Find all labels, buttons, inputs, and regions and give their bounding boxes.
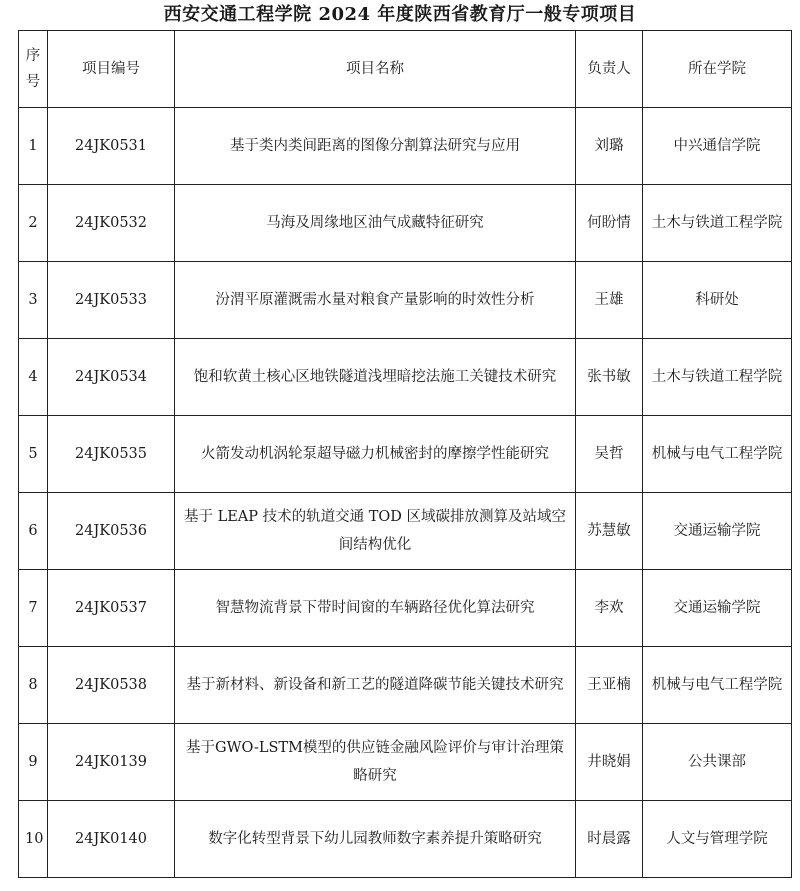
table-row [19, 339, 792, 416]
cell-college [643, 262, 792, 339]
cell-name [175, 493, 576, 570]
cell-seq: 9 [19, 724, 48, 801]
college-name: 机械与电气工程学院 [651, 677, 783, 693]
cell-college [643, 339, 792, 416]
cell-code: 24JK0532 [48, 185, 175, 262]
cell-name [175, 801, 576, 878]
cell-leader: 刘璐 [576, 108, 643, 185]
cell-name [175, 262, 576, 339]
cell-seq: 3 [19, 262, 48, 339]
table-row [19, 262, 792, 339]
college-name: 交通运输学院 [673, 600, 761, 616]
cell-seq: 6 [19, 493, 48, 570]
cell-code: 24JK0140 [48, 801, 175, 878]
cell-leader: 井晓娟 [576, 724, 643, 801]
college-name: 机械与电气工程学院 [651, 446, 783, 462]
cell-name [175, 570, 576, 647]
cell-leader: 王亚楠 [576, 647, 643, 724]
college-name: 交通运输学院 [673, 523, 761, 539]
cell-leader: 苏慧敏 [576, 493, 643, 570]
project-table [18, 30, 792, 878]
cell-college [643, 647, 792, 724]
cell-leader: 吴哲 [576, 416, 643, 493]
table-row [19, 185, 792, 262]
project-name: 基于GWO-LSTM模型的供应链金融风险评价与审计治理策略研究 [186, 740, 564, 784]
cell-code: 24JK0535 [48, 416, 175, 493]
cell-college [643, 185, 792, 262]
cell-seq: 10 [19, 801, 48, 878]
cell-name [175, 339, 576, 416]
cell-name [175, 724, 576, 801]
project-name: 基于新材料、新设备和新工艺的隧道降碳节能关键技术研究 [186, 677, 564, 693]
cell-leader: 李欢 [576, 570, 643, 647]
project-name: 基于 LEAP 技术的轨道交通 TOD 区域碳排放测算及站域空间结构优化 [183, 509, 567, 553]
table-row [19, 801, 792, 878]
cell-leader: 张书敏 [576, 339, 643, 416]
cell-college [643, 570, 792, 647]
header-college: 所在学院 [643, 31, 792, 108]
cell-seq: 4 [19, 339, 48, 416]
cell-college [643, 108, 792, 185]
cell-leader: 王雄 [576, 262, 643, 339]
cell-college [643, 416, 792, 493]
header-seq [19, 31, 48, 108]
cell-seq: 7 [19, 570, 48, 647]
cell-code: 24JK0531 [48, 108, 175, 185]
table-row [19, 570, 792, 647]
header-code: 项目编号 [48, 31, 175, 108]
college-name: 公共课部 [688, 754, 746, 770]
cell-seq: 1 [19, 108, 48, 185]
header-seq-label: 序号 [25, 48, 41, 90]
cell-name [175, 647, 576, 724]
project-name: 汾渭平原灌溉需水量对粮食产量影响的时效性分析 [215, 292, 535, 308]
table-header-row [19, 31, 792, 108]
cell-code: 24JK0536 [48, 493, 175, 570]
header-leader: 负责人 [576, 31, 643, 108]
project-name: 智慧物流背景下带时间窗的车辆路径优化算法研究 [215, 600, 535, 616]
project-name: 火箭发动机涡轮泵超导磁力机械密封的摩擦学性能研究 [201, 446, 549, 462]
project-name: 数字化转型背景下幼儿园教师数字素养提升策略研究 [208, 831, 542, 847]
project-name: 饱和软黄土核心区地铁隧道浅埋暗挖法施工关键技术研究 [193, 369, 557, 385]
cell-college [643, 724, 792, 801]
college-name: 人文与管理学院 [666, 831, 768, 847]
cell-code: 24JK0537 [48, 570, 175, 647]
cell-code: 24JK0534 [48, 339, 175, 416]
document-title: 西安交通工程学院 2024 年度陕西省教育厅一般专项项目 [163, 4, 637, 25]
college-name: 科研处 [695, 292, 739, 308]
cell-seq: 8 [19, 647, 48, 724]
table-row [19, 416, 792, 493]
cell-name [175, 185, 576, 262]
table-row [19, 724, 792, 801]
cell-code: 24JK0139 [48, 724, 175, 801]
project-name: 基于类内类间距离的图像分割算法研究与应用 [230, 138, 520, 154]
table-row [19, 493, 792, 570]
cell-college [643, 493, 792, 570]
cell-seq: 5 [19, 416, 48, 493]
cell-leader: 何盼情 [576, 185, 643, 262]
cell-seq: 2 [19, 185, 48, 262]
college-name: 中兴通信学院 [673, 138, 761, 154]
cell-name [175, 416, 576, 493]
cell-college [643, 801, 792, 878]
cell-leader: 时晨露 [576, 801, 643, 878]
cell-code: 24JK0538 [48, 647, 175, 724]
cell-name [175, 108, 576, 185]
college-name: 土木与铁道工程学院 [651, 369, 783, 385]
cell-code: 24JK0533 [48, 262, 175, 339]
project-name: 马海及周缘地区油气成藏特征研究 [266, 215, 484, 231]
header-name: 项目名称 [175, 31, 576, 108]
college-name: 土木与铁道工程学院 [651, 215, 783, 231]
table-row [19, 647, 792, 724]
table-row [19, 108, 792, 185]
